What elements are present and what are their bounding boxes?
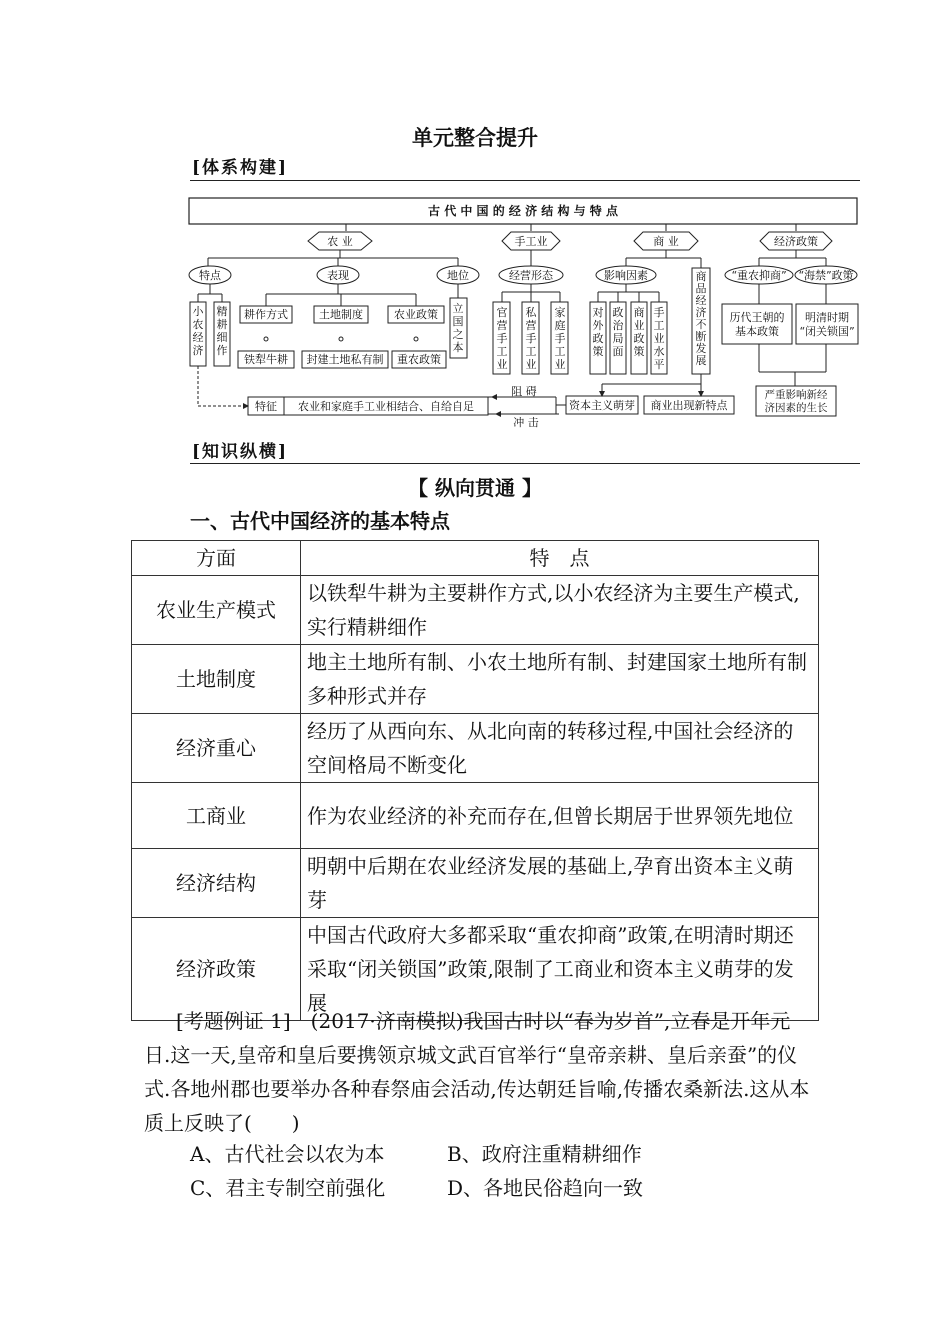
section-heading-knowledge: [知识纵横] — [192, 442, 289, 462]
row-text: 地主土地所有制、小农土地所有制、封建国家土地所有制多种形式并存 — [301, 645, 819, 714]
node-commerce — [634, 232, 698, 250]
svg-text:明清时期“闭关锁国”: 明清时期“闭关锁国” — [799, 311, 855, 338]
agri-trait-label: 特点 — [199, 269, 221, 282]
hinder-label: 阻 碍 — [511, 385, 537, 398]
svg-text:私营手工业: 私营手工业 — [525, 306, 537, 371]
table-row — [132, 849, 819, 918]
svg-text:家庭手工业: 家庭手工业 — [554, 306, 566, 371]
vertical-heading: 【 纵向贯通 】 — [408, 476, 542, 500]
svg-text:农 业: 农 业 — [327, 235, 353, 248]
svg-text:商 业: 商 业 — [653, 235, 679, 248]
svg-text:商业政策: 商业政策 — [633, 306, 645, 358]
example-question: [考题例证 1] (2017·济南模拟)我国古时以“春为岁首”,立春是开年元日.这一天,皇帝和皇后要携领京城文武百官举行“皇帝亲耕、皇后亲蚕”的仪式.各地州郡也要举办各种春祭庙会活动,传达朝廷旨喻,传播农桑新法.这从本质上反映了( ) — [144, 1009, 810, 1135]
row-text: 明朝中后期在农业经济发展的基础上,孕育出资本主义萌芽 — [301, 849, 819, 918]
svg-text:官营手工业: 官营手工业 — [496, 306, 508, 371]
option-b[interactable]: B、政府注重精耕细作 — [447, 1142, 642, 1166]
svg-text:对外政策: 对外政策 — [592, 306, 604, 358]
svg-text:重农政策: 重农政策 — [397, 353, 441, 366]
sprout-box: 资本主义萌芽 — [569, 399, 635, 412]
header-feature: 特 点 — [301, 541, 819, 576]
node-handicraft — [502, 232, 560, 250]
svg-text:耕作方式: 耕作方式 — [244, 308, 288, 321]
svg-text:立国之本: 立国之本 — [452, 302, 464, 354]
row-text: 经历了从西向东、从北向南的转移过程,中国社会经济的空间格局不断变化 — [301, 714, 819, 783]
table-header-row — [132, 541, 819, 576]
section-heading-system: [体系构建] — [192, 158, 289, 178]
svg-text:手工业: 手工业 — [514, 235, 548, 248]
svg-text:手工业水平: 手工业水平 — [653, 306, 665, 371]
table-row — [132, 714, 819, 783]
feature-text: 农业和家庭手工业相结合、自给自足 — [298, 400, 474, 413]
node-policy — [760, 232, 832, 250]
policy-seaban-label: “海禁”政策 — [798, 269, 854, 282]
section-rule — [190, 463, 860, 464]
table-row — [132, 783, 819, 849]
table-row — [132, 645, 819, 714]
page-title: 单元整合提升 — [412, 125, 538, 150]
svg-text:经济政策: 经济政策 — [774, 235, 818, 248]
new-commerce-box: 商业出现新特点 — [650, 399, 728, 412]
heading-basic-features: 一、古代中国经济的基本特点 — [190, 509, 450, 533]
row-aspect: 经济政策 — [132, 918, 301, 1021]
diagram-root: 古 代 中 国 的 经 济 结 构 与 特 点 — [428, 204, 618, 218]
table-row — [132, 576, 819, 645]
svg-text:严重影响新经: 严重影响新经 — [764, 389, 828, 401]
svg-text:历代王朝的基本政策: 历代王朝的基本政策 — [729, 311, 785, 338]
svg-text:政治局面: 政治局面 — [612, 306, 624, 358]
row-text: 作为农业经济的补充而存在,但曾长期居于世界领先地位 — [301, 783, 819, 849]
agri-status-label: 地位 — [447, 269, 469, 282]
svg-text:济因素的生长: 济因素的生长 — [764, 402, 828, 414]
svg-text:商品经济不断发展: 商品经济不断发展 — [695, 270, 707, 367]
svg-text:精耕细作: 精耕细作 — [216, 305, 228, 357]
row-aspect: 经济结构 — [132, 849, 301, 918]
section-rule — [190, 180, 860, 181]
option-a[interactable]: A、古代社会以农为本 — [190, 1142, 385, 1166]
comm-factor-label: 影响因素 — [604, 269, 648, 282]
header-aspect: 方面 — [132, 541, 301, 576]
row-aspect: 工商业 — [132, 783, 301, 849]
concept-diagram — [186, 192, 862, 428]
row-aspect: 农业生产模式 — [132, 576, 301, 645]
craft-form-label: 经营形态 — [509, 269, 553, 282]
row-text: 以铁犁牛耕为主要耕作方式,以小农经济为主要生产模式,实行精耕细作 — [301, 576, 819, 645]
policy-restrict-label: “重农抑商” — [731, 269, 787, 282]
row-aspect: 土地制度 — [132, 645, 301, 714]
row-aspect: 经济重心 — [132, 714, 301, 783]
feature-label: 特征 — [255, 400, 277, 413]
svg-text:铁犁牛耕: 铁犁牛耕 — [244, 353, 288, 366]
agri-show-label: 表现 — [327, 269, 349, 282]
features-table — [131, 540, 819, 1021]
option-c[interactable]: C、君主专制空前强化 — [190, 1176, 386, 1200]
row-text: 中国古代政府大多都采取“重农抑商”政策,在明清时期还采取“闭关锁国”政策,限制了工商业和资本主义萌芽的发展 — [301, 918, 819, 1021]
option-d[interactable]: D、各地民俗趋向一致 — [447, 1176, 644, 1200]
svg-text:农业政策: 农业政策 — [394, 308, 438, 321]
node-agriculture — [308, 232, 372, 250]
svg-text:封建土地私有制: 封建土地私有制 — [306, 353, 384, 366]
svg-text:土地制度: 土地制度 — [319, 308, 363, 321]
impact-label: 冲 击 — [513, 416, 539, 428]
svg-text:小农经济: 小农经济 — [192, 305, 204, 357]
